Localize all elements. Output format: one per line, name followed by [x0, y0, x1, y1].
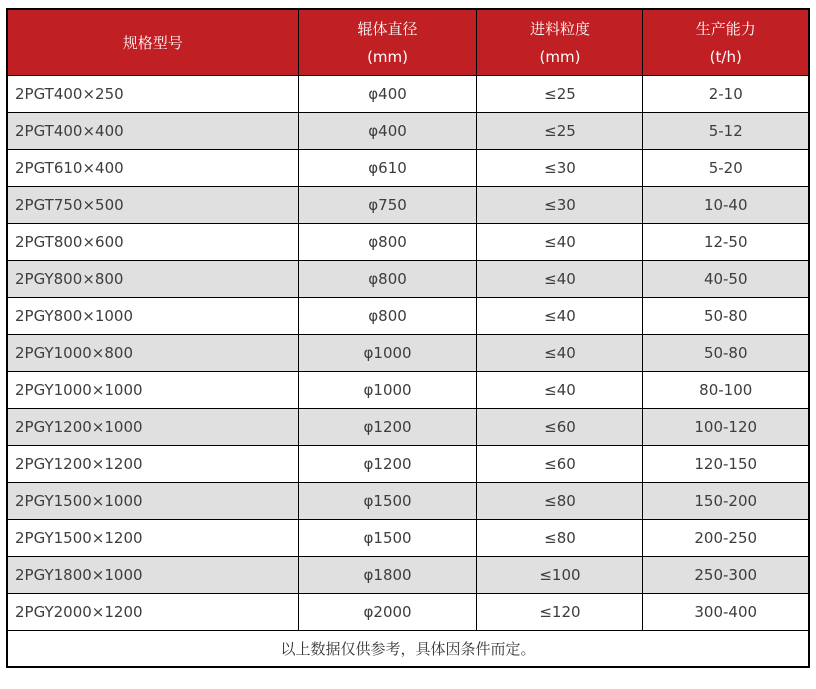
- table-row: [7, 371, 809, 408]
- model-cell: 2PGT400×400: [7, 112, 298, 149]
- diameter-cell: φ750: [298, 186, 477, 223]
- table-row: [7, 519, 809, 556]
- table-row: [7, 112, 809, 149]
- capacity-cell: 150-200: [643, 482, 809, 519]
- diameter-cell: φ800: [298, 260, 477, 297]
- model-cell: 2PGY2000×1200: [7, 593, 298, 630]
- feed-size-cell: ≤120: [477, 593, 643, 630]
- capacity-cell: 5-20: [643, 149, 809, 186]
- diameter-cell: φ1500: [298, 519, 477, 556]
- feed-size-cell: ≤25: [477, 75, 643, 112]
- diameter-cell: φ800: [298, 297, 477, 334]
- header-label-capacity: 生产能力: [695, 20, 756, 39]
- model-cell: 2PGY800×1000: [7, 297, 298, 334]
- feed-size-cell: ≤80: [477, 519, 643, 556]
- footer-row: [7, 630, 809, 667]
- capacity-cell: 120-150: [643, 445, 809, 482]
- feed-size-cell: ≤100: [477, 556, 643, 593]
- feed-size-cell: ≤40: [477, 334, 643, 371]
- header-label-diameter: 辊体直径: [357, 20, 418, 39]
- table-row: [7, 223, 809, 260]
- header-cell-capacity: [643, 9, 809, 75]
- header-cell-feed-size: [477, 9, 643, 75]
- diameter-cell: φ1800: [298, 556, 477, 593]
- header-unit-diameter: (mm): [367, 48, 409, 67]
- diameter-cell: φ1000: [298, 371, 477, 408]
- capacity-cell: 5-12: [643, 112, 809, 149]
- feed-size-cell: ≤40: [477, 223, 643, 260]
- header-cell-diameter: [298, 9, 477, 75]
- diameter-cell: φ800: [298, 223, 477, 260]
- model-cell: 2PGY1800×1000: [7, 556, 298, 593]
- model-cell: 2PGY800×800: [7, 260, 298, 297]
- diameter-cell: φ1000: [298, 334, 477, 371]
- diameter-cell: φ1200: [298, 445, 477, 482]
- model-cell: 2PGT610×400: [7, 149, 298, 186]
- capacity-cell: 300-400: [643, 593, 809, 630]
- model-cell: 2PGY1000×800: [7, 334, 298, 371]
- diameter-cell: φ400: [298, 75, 477, 112]
- feed-size-cell: ≤40: [477, 260, 643, 297]
- header-cell-model: [7, 9, 298, 75]
- capacity-cell: 250-300: [643, 556, 809, 593]
- capacity-cell: 2-10: [643, 75, 809, 112]
- diameter-cell: φ1500: [298, 482, 477, 519]
- diameter-cell: φ400: [298, 112, 477, 149]
- model-cell: 2PGY1200×1200: [7, 445, 298, 482]
- header-label-feed-size: 进料粒度: [529, 20, 590, 39]
- footer-note: 以上数据仅供参考，具体因条件而定。: [7, 630, 809, 667]
- capacity-cell: 100-120: [643, 408, 809, 445]
- feed-size-cell: ≤60: [477, 408, 643, 445]
- feed-size-cell: ≤30: [477, 186, 643, 223]
- table-row: [7, 186, 809, 223]
- capacity-cell: 40-50: [643, 260, 809, 297]
- spec-table: [6, 8, 810, 668]
- table-row: [7, 482, 809, 519]
- table-row: [7, 334, 809, 371]
- model-cell: 2PGT400×250: [7, 75, 298, 112]
- table-body: [7, 75, 809, 630]
- header-unit-feed-size: (mm): [539, 48, 581, 67]
- feed-size-cell: ≤25: [477, 112, 643, 149]
- model-cell: 2PGY1500×1000: [7, 482, 298, 519]
- table-row: [7, 149, 809, 186]
- diameter-cell: φ1200: [298, 408, 477, 445]
- table-row: [7, 556, 809, 593]
- table-row: [7, 408, 809, 445]
- table-row: [7, 297, 809, 334]
- feed-size-cell: ≤40: [477, 297, 643, 334]
- header-row: [7, 9, 809, 75]
- model-cell: 2PGY1200×1000: [7, 408, 298, 445]
- feed-size-cell: ≤30: [477, 149, 643, 186]
- diameter-cell: φ2000: [298, 593, 477, 630]
- model-cell: 2PGY1000×1000: [7, 371, 298, 408]
- feed-size-cell: ≤60: [477, 445, 643, 482]
- model-cell: 2PGT750×500: [7, 186, 298, 223]
- table-row: [7, 593, 809, 630]
- capacity-cell: 12-50: [643, 223, 809, 260]
- feed-size-cell: ≤40: [477, 371, 643, 408]
- capacity-cell: 50-80: [643, 334, 809, 371]
- header-label-model: 规格型号: [122, 33, 183, 52]
- header-unit-capacity: (t/h): [709, 48, 742, 67]
- model-cell: 2PGT800×600: [7, 223, 298, 260]
- table-row: [7, 75, 809, 112]
- feed-size-cell: ≤80: [477, 482, 643, 519]
- diameter-cell: φ610: [298, 149, 477, 186]
- table-row: [7, 260, 809, 297]
- table-row: [7, 445, 809, 482]
- model-cell: 2PGY1500×1200: [7, 519, 298, 556]
- capacity-cell: 50-80: [643, 297, 809, 334]
- capacity-cell: 10-40: [643, 186, 809, 223]
- capacity-cell: 200-250: [643, 519, 809, 556]
- capacity-cell: 80-100: [643, 371, 809, 408]
